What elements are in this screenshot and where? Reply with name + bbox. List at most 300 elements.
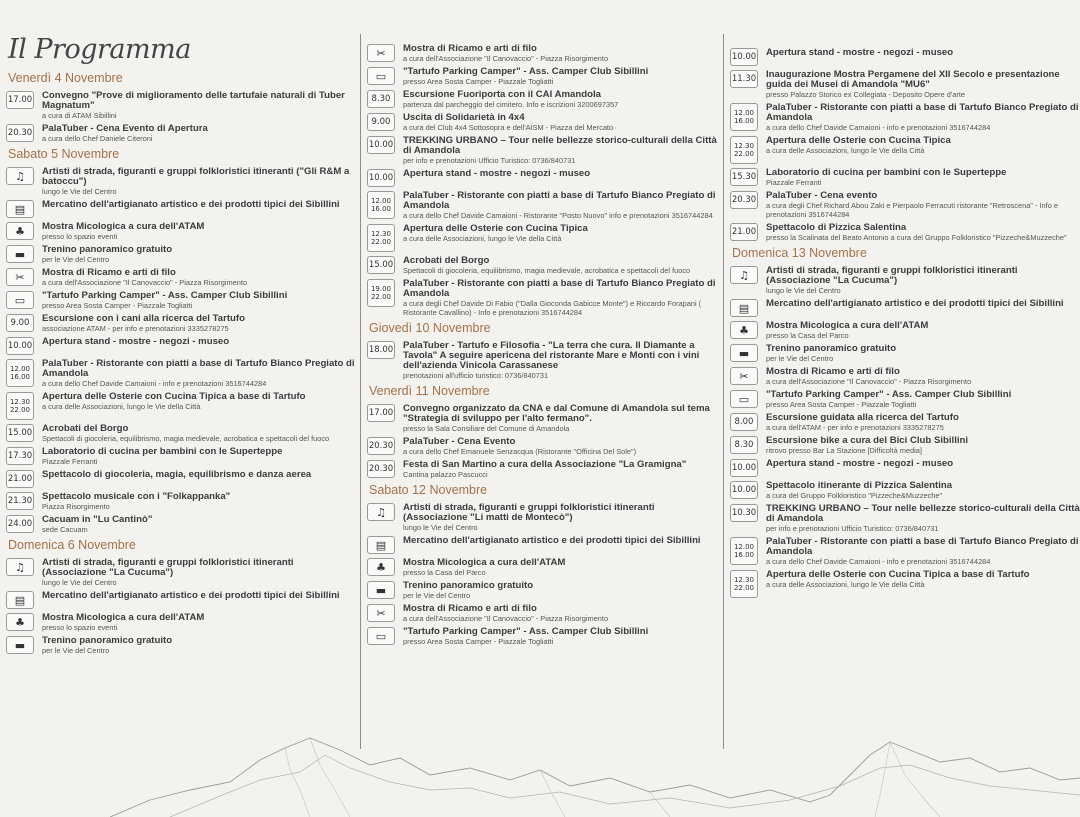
start-time: 12.30 bbox=[370, 230, 392, 238]
event-title: Spettacolo di giocoleria, magia, equilibrismo e danza aerea bbox=[42, 469, 312, 480]
time-range-badge bbox=[730, 136, 758, 164]
time-badge: 10.30 bbox=[730, 504, 758, 522]
event-row bbox=[730, 459, 1080, 477]
event-row bbox=[730, 390, 1080, 409]
event-title: Acrobati del Borgo bbox=[403, 255, 490, 266]
event-text bbox=[42, 291, 356, 310]
day-heading: Giovedì 10 Novembre bbox=[369, 321, 491, 335]
event-detail: a cura dello Chef Davide Camaioni - info e prenotazioni 3516744284 bbox=[766, 123, 991, 132]
time-badge: 21.30 bbox=[6, 492, 34, 510]
event-row bbox=[6, 291, 356, 310]
event-detail: a cura dello Chef Emanuele Senzacqua (Ristorante "Officina Del Sole") bbox=[403, 447, 637, 456]
time-badge: 10.00 bbox=[730, 481, 758, 499]
music-note-icon: ♫ bbox=[15, 169, 25, 183]
event-detail: presso lo spazio eventi bbox=[42, 623, 118, 632]
time-badge: 20.30 bbox=[367, 460, 395, 478]
event-row bbox=[6, 515, 356, 534]
event-detail: a cura dello Chef Daniele Citeroni bbox=[42, 134, 153, 143]
event-detail: Cantina palazzo Pascucci bbox=[403, 470, 488, 479]
event-detail: a cura dello Chef Davide Camaioni - Ristorante "Posto Nuovo" info e prenotazioni 3516744284 bbox=[403, 211, 713, 220]
start-time: 19.00 bbox=[370, 285, 392, 293]
event-row bbox=[367, 558, 717, 577]
time-range-badge bbox=[730, 537, 758, 565]
event-title: Artisti di strada, figuranti e gruppi folkloristici itineranti (Associazione "La Cucuma") bbox=[42, 557, 294, 578]
train-icon: ▬ bbox=[375, 583, 387, 597]
camper-icon: ▭ bbox=[738, 392, 750, 406]
event-title: Apertura delle Osterie con Cucina Tipica bbox=[766, 135, 951, 146]
event-row bbox=[6, 591, 356, 609]
camper-icon: ▭ bbox=[375, 629, 387, 643]
event-icon-box bbox=[367, 627, 395, 645]
time-badge: 17.00 bbox=[6, 91, 34, 109]
end-time: 22.00 bbox=[733, 150, 755, 158]
event-text bbox=[403, 136, 717, 165]
event-title: Mostra Micologica a cura dell'ATAM bbox=[403, 557, 566, 568]
event-row bbox=[730, 570, 1080, 598]
event-row bbox=[367, 169, 717, 187]
event-detail: lungo le Vie del Centro bbox=[42, 578, 117, 587]
mushroom-icon: ♣ bbox=[376, 560, 386, 574]
event-icon-box bbox=[6, 245, 34, 263]
market-stall-icon: ▤ bbox=[738, 301, 750, 315]
column-1-items bbox=[6, 71, 356, 655]
event-text bbox=[42, 558, 356, 587]
day-heading: Domenica 6 Novembre bbox=[8, 538, 136, 552]
event-text bbox=[403, 536, 717, 546]
time-range-badge bbox=[367, 191, 395, 219]
event-detail: presso la Sala Consiliare del Comune di Amandola bbox=[403, 424, 570, 433]
event-row bbox=[367, 503, 717, 532]
column-3 bbox=[730, 48, 1080, 602]
time-badge: 10.00 bbox=[367, 169, 395, 187]
event-row bbox=[6, 337, 356, 355]
event-title: Apertura stand - mostre - negozi - museo bbox=[42, 336, 230, 347]
needle-icon: ✂ bbox=[376, 606, 386, 620]
event-icon-box bbox=[730, 321, 758, 339]
event-text bbox=[766, 191, 1080, 219]
event-icon-box bbox=[6, 591, 34, 609]
event-text bbox=[42, 222, 356, 241]
event-detail: presso Area Sosta Camper - Piazzale Togliatti bbox=[403, 77, 554, 86]
event-icon-box bbox=[367, 604, 395, 622]
event-title: Apertura stand - mostre - negozi - museo bbox=[766, 458, 954, 469]
needle-icon: ✂ bbox=[739, 369, 749, 383]
event-title: Mostra di Ricamo e arti di filo bbox=[42, 267, 176, 278]
time-badge: 21.00 bbox=[6, 470, 34, 488]
event-detail: Piazza Risorgimento bbox=[42, 502, 110, 511]
event-text bbox=[403, 460, 717, 479]
event-detail: Piazzale Ferranti bbox=[42, 457, 98, 466]
event-title: "Tartufo Parking Camper" - Ass. Camper Club Sibillini bbox=[403, 66, 649, 77]
event-title: Festa di San Martino a cura della Associazione "La Gramigna" bbox=[403, 459, 687, 470]
event-row bbox=[730, 367, 1080, 386]
event-detail: a cura delle Associazioni, lungo le Vie della Città bbox=[42, 402, 201, 411]
start-time: 12.30 bbox=[733, 142, 755, 150]
event-row bbox=[730, 223, 1080, 242]
event-icon-box bbox=[367, 67, 395, 85]
event-detail: presso Palazzo Storico ex Collegiata - Deposito Opere d'arte bbox=[766, 90, 966, 99]
event-title: Laboratorio di cucina per bambini con le Superteppe bbox=[42, 446, 283, 457]
event-title: PalaTuber - Ristorante con piatti a base di Tartufo Bianco Pregiato di Amandola bbox=[766, 102, 1079, 123]
event-text bbox=[766, 266, 1080, 295]
event-row bbox=[367, 256, 717, 275]
event-detail: partenza dal parcheggio del cimitero. Info e iscrizioni 3200697357 bbox=[403, 100, 619, 109]
event-icon-box bbox=[367, 581, 395, 599]
event-detail: presso la Casa del Parco bbox=[403, 568, 486, 577]
event-row bbox=[367, 279, 717, 317]
event-text bbox=[42, 636, 356, 655]
event-text bbox=[403, 558, 717, 577]
time-range-badge bbox=[6, 359, 34, 387]
event-text bbox=[42, 424, 356, 443]
event-detail: sede Cacuam bbox=[42, 525, 88, 534]
start-time: 12.30 bbox=[733, 576, 755, 584]
event-icon-box bbox=[367, 558, 395, 576]
mountain-illustration bbox=[110, 720, 1080, 817]
event-title: Apertura delle Osterie con Cucina Tipica a base di Tartufo bbox=[42, 391, 306, 402]
event-icon-box bbox=[730, 390, 758, 408]
event-row bbox=[367, 191, 717, 220]
event-icon-box bbox=[730, 367, 758, 385]
start-time: 12.00 bbox=[9, 365, 31, 373]
day-heading: Venerdì 4 Novembre bbox=[8, 71, 123, 85]
event-title: Escursione con i cani alla ricerca del Tartufo bbox=[42, 313, 245, 324]
event-title: Acrobati del Borgo bbox=[42, 423, 129, 434]
time-badge: 15.00 bbox=[6, 424, 34, 442]
event-title: TREKKING URBANO – Tour nelle bellezze storico-culturali della Città di Amandola bbox=[403, 135, 717, 156]
music-note-icon: ♫ bbox=[739, 268, 749, 282]
event-icon-box bbox=[730, 344, 758, 362]
event-title: Apertura delle Osterie con Cucina Tipica bbox=[403, 223, 588, 234]
event-text bbox=[766, 481, 1080, 500]
time-badge: 20.30 bbox=[730, 191, 758, 209]
event-detail: prenotazioni all'ufficio turistico: 0736/840731 bbox=[403, 371, 549, 380]
train-icon: ▬ bbox=[738, 346, 750, 360]
event-title: Trenino panoramico gratuito bbox=[766, 343, 897, 354]
event-text bbox=[42, 392, 356, 411]
event-detail: per le Vie del Centro bbox=[766, 354, 834, 363]
time-badge: 10.00 bbox=[367, 136, 395, 154]
mushroom-icon: ♣ bbox=[15, 615, 25, 629]
event-row bbox=[730, 103, 1080, 132]
event-title: PalaTuber - Ristorante con piatti a base di Tartufo Bianco Pregiato di Amandola bbox=[403, 190, 716, 211]
event-icon-box bbox=[367, 44, 395, 62]
event-detail: Piazzale Ferranti bbox=[766, 178, 822, 187]
event-row bbox=[6, 268, 356, 287]
event-row bbox=[730, 321, 1080, 340]
time-badge: 8.30 bbox=[367, 90, 395, 108]
event-detail: presso Area Sosta Camper - Piazzale Togliatti bbox=[42, 301, 193, 310]
event-row bbox=[6, 245, 356, 264]
day-heading: Domenica 13 Novembre bbox=[732, 246, 867, 260]
event-text bbox=[403, 437, 717, 456]
end-time: 22.00 bbox=[370, 293, 392, 301]
event-row bbox=[730, 344, 1080, 363]
event-row bbox=[367, 581, 717, 600]
event-text bbox=[42, 591, 356, 601]
event-title: Trenino panoramico gratuito bbox=[403, 580, 534, 591]
day-heading: Sabato 5 Novembre bbox=[8, 147, 120, 161]
start-time: 12.00 bbox=[733, 543, 755, 551]
event-title: TREKKING URBANO – Tour nelle bellezze storico-culturali della Città di Amandola bbox=[766, 503, 1080, 524]
event-row bbox=[367, 604, 717, 623]
event-detail: a cura delle Associazioni, lungo le Vie della Città bbox=[766, 580, 925, 589]
event-row bbox=[6, 392, 356, 420]
event-row bbox=[6, 492, 356, 511]
event-title: Convegno organizzato da CNA e dal Comune di Amandola sul tema "Strategia di sviluppo per l'alto fermano". bbox=[403, 403, 710, 424]
event-row bbox=[6, 124, 356, 143]
event-text bbox=[403, 256, 717, 275]
event-detail: presso la Scalinata del Beato Antonio a cura del Gruppo Folkloristico "Pizzeche&Muzzeche" bbox=[766, 233, 1067, 242]
event-title: PalaTuber - Tartufo e Filosofia - "La terra che cura. Il Diamante a Tavola" A seguire apericena del ristorante Mare e Monti con i vini dell'azienda Vinicola Carassanese bbox=[403, 340, 700, 371]
event-row bbox=[6, 222, 356, 241]
event-detail: per le Vie del Centro bbox=[42, 255, 110, 264]
event-title: Apertura delle Osterie con Cucina Tipica a base di Tartufo bbox=[766, 569, 1030, 580]
event-title: Spettacolo musicale con i "Folkappanka" bbox=[42, 491, 231, 502]
event-title: Spettacolo itinerante di Pizzica Salentina bbox=[766, 480, 953, 491]
time-badge: 10.00 bbox=[730, 48, 758, 66]
event-text bbox=[42, 124, 356, 143]
start-time: 12.00 bbox=[733, 109, 755, 117]
event-text bbox=[42, 470, 356, 480]
event-icon-box bbox=[730, 266, 758, 284]
event-text bbox=[42, 200, 356, 210]
event-detail: a cura dell'Associazione "Il Canovaccio" - Piazza Risorgimento bbox=[403, 54, 609, 63]
event-row bbox=[6, 359, 356, 388]
day-heading: Venerdì 11 Novembre bbox=[369, 384, 490, 398]
event-text bbox=[42, 515, 356, 534]
event-icon-box bbox=[730, 299, 758, 317]
event-title: Artisti di strada, figuranti e gruppi folkloristici itineranti (Associazione "Li matti de Montecò") bbox=[403, 502, 655, 523]
music-note-icon: ♫ bbox=[15, 560, 25, 574]
event-row bbox=[6, 200, 356, 218]
event-text bbox=[42, 613, 356, 632]
event-title: Mostra Micologica a cura dell'ATAM bbox=[766, 320, 929, 331]
column-2 bbox=[367, 44, 717, 650]
time-badge: 20.30 bbox=[367, 437, 395, 455]
event-text bbox=[766, 504, 1080, 533]
time-badge: 9.00 bbox=[367, 113, 395, 131]
event-row bbox=[6, 167, 356, 196]
event-detail: ritrovo presso Bar La Stazione [Difficoltà media] bbox=[766, 446, 922, 455]
event-title: Escursione guidata alla ricerca del Tartufo bbox=[766, 412, 959, 423]
event-text bbox=[403, 113, 717, 132]
event-row bbox=[367, 437, 717, 456]
time-badge: 10.00 bbox=[730, 459, 758, 477]
event-title: PalaTuber - Ristorante con piatti a base di Tartufo Bianco Pregiato di Amandola bbox=[766, 536, 1079, 557]
event-text bbox=[403, 627, 717, 646]
event-icon-box bbox=[6, 291, 34, 309]
time-range-badge bbox=[6, 392, 34, 420]
event-title: Artisti di strada, figuranti e gruppi folkloristici itineranti ("Gli R&M a batoccu") bbox=[42, 166, 350, 187]
start-time: 12.00 bbox=[370, 197, 392, 205]
event-text bbox=[766, 570, 1080, 589]
event-row bbox=[6, 447, 356, 466]
event-text bbox=[766, 48, 1080, 58]
page-title: Il Programma bbox=[8, 34, 191, 65]
event-detail: a cura del Gruppo Folkloristico "Pizzeche&Muzzeche" bbox=[766, 491, 943, 500]
event-title: PalaTuber - Ristorante con piatti a base di Tartufo Bianco Pregiato di Amandola bbox=[403, 278, 716, 299]
end-time: 16.00 bbox=[370, 205, 392, 213]
event-row bbox=[367, 113, 717, 132]
time-badge: 15.00 bbox=[367, 256, 395, 274]
event-title: Escursione bike a cura del Bici Club Sibillini bbox=[766, 435, 969, 446]
event-row bbox=[367, 341, 717, 380]
event-detail: Spettacoli di giocoleria, equilibrismo, magia medievale, acrobatica e spettacoli del fuoco bbox=[42, 434, 330, 443]
event-detail: per le Vie del Centro bbox=[403, 591, 471, 600]
event-title: Apertura stand - mostre - negozi - museo bbox=[766, 47, 954, 58]
event-title: Laboratorio di cucina per bambini con le Superteppe bbox=[766, 167, 1007, 178]
event-row bbox=[730, 48, 1080, 66]
event-title: Mostra di Ricamo e arti di filo bbox=[766, 366, 900, 377]
event-text bbox=[766, 537, 1080, 566]
event-detail: presso la Casa del Parco bbox=[766, 331, 849, 340]
event-row bbox=[367, 404, 717, 433]
event-title: Cacuam in "Lu Cantinò" bbox=[42, 514, 153, 525]
event-text bbox=[766, 299, 1080, 309]
time-badge: 18.00 bbox=[367, 341, 395, 359]
event-text bbox=[42, 268, 356, 287]
event-text bbox=[403, 604, 717, 623]
event-row bbox=[730, 136, 1080, 164]
event-detail: a cura dell'ATAM - per info e prenotazioni 3335278275 bbox=[766, 423, 944, 432]
event-detail: presso Area Sosta Camper - Piazzale Togliatti bbox=[766, 400, 917, 409]
time-badge: 8.00 bbox=[730, 413, 758, 431]
event-detail: a cura degli Chef Davide Di Fabio ("Dalla Gioconda Gabicce Monte") e Riccardo Forapani ( Ristorante Cavallino) - Info e prenotazioni 3516744284 bbox=[403, 299, 702, 317]
event-row bbox=[367, 136, 717, 165]
event-text bbox=[766, 367, 1080, 386]
event-detail: presso Area Sosta Camper - Piazzale Togliatti bbox=[403, 637, 554, 646]
event-icon-box bbox=[6, 200, 34, 218]
time-badge: 9.00 bbox=[6, 314, 34, 332]
event-text bbox=[766, 70, 1080, 99]
event-text bbox=[766, 223, 1080, 242]
event-row bbox=[367, 224, 717, 252]
event-icon-box bbox=[6, 636, 34, 654]
event-detail: associazione ATAM - per info e prenotazioni 3335278275 bbox=[42, 324, 229, 333]
event-detail: per info e prenotazioni Ufficio Turistico: 0736/840731 bbox=[766, 524, 939, 533]
event-title: Mercatino dell'artigianato artistico e dei prodotti tipici dei Sibillini bbox=[42, 590, 340, 601]
event-text bbox=[403, 67, 717, 86]
event-text bbox=[42, 359, 356, 388]
event-row bbox=[6, 91, 356, 120]
event-row bbox=[730, 537, 1080, 566]
end-time: 16.00 bbox=[733, 117, 755, 125]
start-time: 12.30 bbox=[9, 398, 31, 406]
event-title: Spettacolo di Pizzica Salentina bbox=[766, 222, 907, 233]
end-time: 16.00 bbox=[733, 551, 755, 559]
event-detail: presso lo spazio eventi bbox=[42, 232, 118, 241]
time-range-badge bbox=[367, 224, 395, 252]
event-icon-box bbox=[6, 613, 34, 631]
event-row bbox=[730, 266, 1080, 295]
event-title: PalaTuber - Cena Evento di Apertura bbox=[42, 123, 208, 134]
event-detail: a cura delle Associazioni, lungo le Vie della Città bbox=[766, 146, 925, 155]
event-detail: lungo le Vie del Centro bbox=[403, 523, 478, 532]
event-text bbox=[42, 245, 356, 264]
market-stall-icon: ▤ bbox=[375, 538, 387, 552]
column-divider-1 bbox=[360, 34, 361, 749]
event-title: Mercatino dell'artigianato artistico e dei prodotti tipici dei Sibillini bbox=[42, 199, 340, 210]
event-detail: lungo le Vie del Centro bbox=[42, 187, 117, 196]
time-range-badge bbox=[730, 103, 758, 131]
event-row bbox=[730, 70, 1080, 99]
event-title: Convegno "Prove di miglioramento delle tartufaie naturali di Tuber Magnatum" bbox=[42, 90, 345, 111]
time-range-badge bbox=[367, 279, 395, 307]
event-text bbox=[766, 168, 1080, 187]
event-icon-box bbox=[6, 268, 34, 286]
event-icon-box bbox=[6, 222, 34, 240]
event-title: Mostra Micologica a cura dell'ATAM bbox=[42, 612, 205, 623]
time-badge: 24.00 bbox=[6, 515, 34, 533]
event-detail: Spettacoli di giocoleria, equilibrismo, magia medievale, acrobatica e spettacoli del fuoco bbox=[403, 266, 691, 275]
event-row bbox=[367, 627, 717, 646]
event-text bbox=[766, 136, 1080, 155]
event-text bbox=[403, 279, 717, 317]
time-badge: 10.00 bbox=[6, 337, 34, 355]
event-detail: a cura dell'Associazione "Il Canovaccio" - Piazza Risorgimento bbox=[766, 377, 972, 386]
time-badge: 15.30 bbox=[730, 168, 758, 186]
column-3-items bbox=[730, 48, 1080, 598]
event-detail: a cura dello Chef Davide Camaioni - info e prenotazioni 3516744284 bbox=[766, 557, 991, 566]
time-badge: 21.00 bbox=[730, 223, 758, 241]
time-badge: 11.30 bbox=[730, 70, 758, 88]
event-text bbox=[766, 459, 1080, 469]
event-row bbox=[730, 413, 1080, 432]
needle-icon: ✂ bbox=[376, 46, 386, 60]
event-detail: a cura del Club 4x4 Sottosopra e dell'AISM - Piazza del Mercato bbox=[403, 123, 614, 132]
event-detail: per le Vie del Centro bbox=[42, 646, 110, 655]
event-row bbox=[730, 504, 1080, 533]
event-text bbox=[42, 167, 356, 196]
event-row bbox=[6, 613, 356, 632]
event-text bbox=[766, 321, 1080, 340]
event-title: Mostra di Ricamo e arti di filo bbox=[403, 603, 537, 614]
event-row bbox=[730, 481, 1080, 500]
event-row bbox=[367, 67, 717, 86]
event-title: Trenino panoramico gratuito bbox=[42, 635, 173, 646]
event-icon-box bbox=[6, 558, 34, 576]
event-row bbox=[730, 168, 1080, 187]
event-text bbox=[403, 169, 717, 179]
train-icon: ▬ bbox=[14, 638, 26, 652]
event-detail: a cura dello Chef Davide Camaioni - info e prenotazioni 3516744284 bbox=[42, 379, 267, 388]
event-detail: a cura di ATAM Sibillini bbox=[42, 111, 117, 120]
time-badge: 20.30 bbox=[6, 124, 34, 142]
event-title: PalaTuber - Cena evento bbox=[766, 190, 878, 201]
event-text bbox=[42, 492, 356, 511]
event-text bbox=[42, 314, 356, 333]
event-title: Artisti di strada, figuranti e gruppi folkloristici itineranti (Associazione "La Cucuma") bbox=[766, 265, 1018, 286]
end-time: 22.00 bbox=[370, 238, 392, 246]
music-note-icon: ♫ bbox=[376, 505, 386, 519]
market-stall-icon: ▤ bbox=[14, 202, 26, 216]
event-title: Apertura stand - mostre - negozi - museo bbox=[403, 168, 591, 179]
event-text bbox=[766, 344, 1080, 363]
event-text bbox=[766, 103, 1080, 132]
event-detail: a cura dell'Associazione "Il Canovaccio" - Piazza Risorgimento bbox=[403, 614, 609, 623]
event-row bbox=[6, 314, 356, 333]
event-text bbox=[766, 413, 1080, 432]
event-detail: lungo le Vie del Centro bbox=[766, 286, 841, 295]
time-badge: 17.30 bbox=[6, 447, 34, 465]
event-title: "Tartufo Parking Camper" - Ass. Camper Club Sibillini bbox=[766, 389, 1012, 400]
event-text bbox=[403, 224, 717, 243]
event-text bbox=[766, 436, 1080, 455]
train-icon: ▬ bbox=[14, 247, 26, 261]
event-title: PalaTuber - Cena Evento bbox=[403, 436, 516, 447]
event-text bbox=[403, 503, 717, 532]
